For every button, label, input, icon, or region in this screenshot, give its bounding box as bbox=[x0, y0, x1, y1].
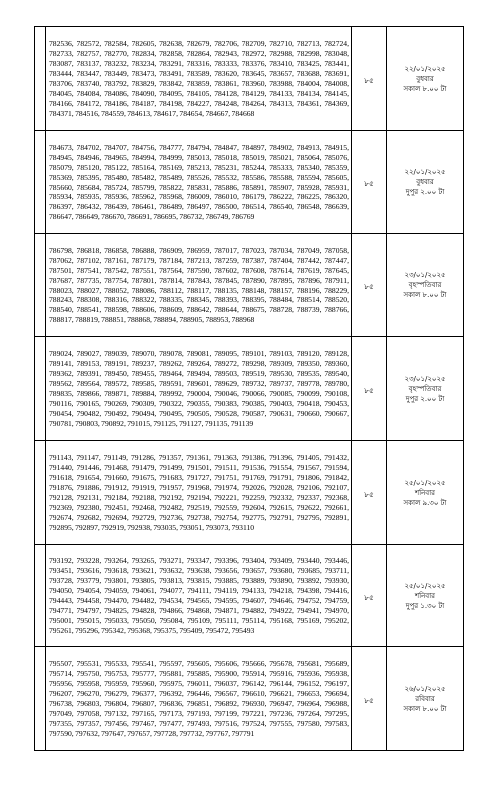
exam-day: রবিবার bbox=[415, 694, 435, 703]
roll-numbers: 795507, 795531, 795533, 795541, 795597, 795605, 795606, 795666, 795678, 795681, 795689, 795714, 795750, 795753, 795777, 795881, 795885, 795900, 795914, 795916, 795936, 795938, 795956, 795958, 795959, 795960, 795975, 796011, 796037, 796142, 796144, 796152, 796197, 796207, 796270, 796279, 796377, 796392, 796446, 796567, 796610, 796621, 796653, 796694, 796738, 796803, 796804, 796807, 796836, 796851, 796892, 796930, 796947, 796964, 796988, 797049, 797058, 797132, 797165, 797173, 797193, 797199, 797221, 797236, 797264, 797295, 797355, 797357, 797456, 797467, 797477, 797493, 797516, 797524, 797555, 797580, 797583, 797590, 797632, 797647, 797657, 797728, 797732, 797767, 797791 bbox=[49, 659, 349, 738]
left-cell bbox=[35, 234, 46, 337]
exam-day: শনিবার bbox=[414, 488, 436, 497]
count-cell bbox=[352, 337, 387, 441]
session-cell bbox=[387, 647, 464, 751]
exam-day: শনিবার bbox=[414, 591, 436, 600]
candidate-count: ৮৫ bbox=[364, 695, 374, 705]
schedule-row bbox=[35, 545, 464, 647]
exam-time: দুপুর ২.০০ টা bbox=[405, 394, 445, 403]
exam-day: বৃহস্পতিবার bbox=[408, 384, 442, 393]
roll-numbers: 793192, 793228, 793264, 793265, 793271, 793347, 793396, 793404, 793409, 793440, 793446, 793451, 793616, 793618, 793621, 793632, 793638, 793656, 793657, 793680, 793685, 793711, 793728, 793779, 793801, 793805, 793813, 793815, 793885, 793889, 793890, 793892, 793930, 794050, 794054, 794059, 794061, 794077, 794111, 794119, 794133, 794218, 794398, 794416, 794443, 794458, 794470, 794482, 794534, 794565, 794595, 794607, 794646, 794752, 794759, 794771, 794797, 794825, 794828, 794866, 794868, 794871, 794882, 794922, 794941, 794970, 795001, 795015, 795033, 795050, 795084, 795109, 795111, 795114, 795168, 795169, 795202, 795261, 795296, 795342, 795368, 795375, 795409, 795472, 795493 bbox=[49, 556, 349, 635]
exam-date: ২৬/০১/২০২৫ bbox=[404, 684, 446, 693]
exam-date: ২৩/০১/২০২৫ bbox=[404, 271, 446, 279]
candidate-count: ৮৫ bbox=[364, 489, 374, 499]
exam-time: সকাল ৯.৩০ টা bbox=[403, 498, 447, 507]
exam-time: দুপুর ১.৩০ টা bbox=[405, 601, 445, 610]
exam-time: সকাল ৮.০০ টা bbox=[403, 84, 447, 93]
schedule-row bbox=[35, 131, 464, 234]
roll-numbers-cell bbox=[46, 27, 352, 131]
roll-numbers: 791143, 791147, 791149, 791286, 791357, 791361, 791363, 791386, 791396, 791405, 791432, 791440, 791446, 791468, 791479, 791499, 791501, 791511, 791536, 791554, 791567, 791594, 791618, 791654, 791660, 791675, 791683, 791727, 791751, 791769, 791791, 791806, 791842, 791876, 791886, 791912, 791919, 791957, 791968, 791974, 792026, 792028, 792106, 792107, 792128, 792131, 792184, 792188, 792192, 792194, 792221, 792259, 792332, 792337, 792368, 792369, 792380, 792451, 792468, 792482, 792519, 792559, 792604, 792615, 792622, 792661, 792674, 792682, 792694, 792729, 792736, 792738, 792754, 792775, 792791, 792795, 792891, 792895, 792897, 792919, 792938, 793035, 793051, 793073, 793110 bbox=[49, 453, 349, 532]
candidate-count: ৮৫ bbox=[364, 592, 374, 602]
left-cell bbox=[35, 27, 46, 131]
roll-numbers: 789024, 789027, 789039, 789070, 789078, 789081, 789095, 789101, 789103, 789120, 789128, 789141, 789153, 789191, 789237, 789262, 789264, 789272, 789298, 789309, 789350, 789360, 789362, 789391, 789450, 789455, 789464, 789494, 789503, 789519, 789530, 789535, 789540, 789562, 789564, 789572, 789585, 789591, 789601, 789629, 789732, 789737, 789778, 789780, 789835, 789866, 789871, 789884, 789992, 790004, 790046, 790066, 790085, 790099, 790108, 790116, 790165, 790269, 790309, 790322, 790355, 790383, 790385, 790403, 790418, 790453, 790454, 790482, 790492, 790494, 790495, 790505, 790528, 790587, 790631, 790660, 790667, 790781, 790803, 790892, 791015, 791125, 791127, 791135, 791139 bbox=[49, 349, 349, 428]
exam-day: বৃহস্পতিবার bbox=[408, 281, 442, 289]
count-cell bbox=[352, 131, 387, 234]
exam-date: ২৫/০১/২০২৫ bbox=[404, 581, 446, 590]
roll-numbers-cell bbox=[46, 234, 352, 337]
session-cell bbox=[387, 27, 464, 131]
roll-numbers-cell bbox=[46, 337, 352, 441]
left-cell bbox=[35, 647, 46, 751]
schedule-row bbox=[35, 647, 464, 751]
session-cell bbox=[387, 234, 464, 337]
exam-date: ২২/০১/২০২৫ bbox=[404, 168, 446, 176]
schedule-row bbox=[35, 27, 464, 131]
roll-numbers-cell bbox=[46, 647, 352, 751]
session-cell bbox=[387, 441, 464, 545]
roll-numbers: 784673, 784702, 784707, 784756, 784777, 784794, 784847, 784897, 784902, 784913, 784915, 784945, 784946, 784965, 784994, 784999, 785013, 785018, 785019, 785021, 785064, 785076, 785079, 785120, 785122, 785164, 785169, 785213, 785231, 785244, 785333, 785340, 785359, 785369, 785395, 785480, 785482, 785489, 785526, 785532, 785586, 785588, 785594, 785605, 785660, 785684, 785724, 785799, 785822, 785831, 785886, 785891, 785907, 785928, 785931, 785934, 785935, 785936, 785962, 785968, 786009, 786010, 786179, 786222, 786225, 786320, 786397, 786432, 786439, 786461, 786489, 786497, 786500, 786514, 786540, 786548, 786639, 786647, 786649, 786670, 786691, 786695, 786732, 786749, 786769 bbox=[49, 142, 349, 222]
session-cell bbox=[387, 337, 464, 441]
count-cell bbox=[352, 441, 387, 545]
session-cell bbox=[387, 545, 464, 647]
exam-date: ২৩/০১/২০২৫ bbox=[404, 374, 446, 383]
exam-time: সকাল ৮.০০ টা bbox=[403, 704, 447, 713]
left-cell bbox=[35, 545, 46, 647]
exam-date: ২২/০১/২০২৫ bbox=[404, 64, 446, 73]
schedule-body bbox=[35, 27, 464, 751]
roll-numbers-cell bbox=[46, 545, 352, 647]
roll-numbers-cell bbox=[46, 441, 352, 545]
session-cell bbox=[387, 131, 464, 234]
exam-schedule-table bbox=[34, 26, 464, 751]
roll-numbers: 782536, 782572, 782584, 782605, 782638, 782679, 782706, 782709, 782710, 782713, 782724, 782733, 782757, 782770, 782834, 782858, 782864, 782943, 782972, 782988, 782998, 783048, 783087, 783137, 783232, 783234, 783291, 783316, 783333, 783376, 783410, 783425, 783441, 783444, 783447, 783449, 783473, 783491, 783589, 783620, 783645, 783657, 783688, 783691, 783706, 783740, 783792, 783829, 783842, 783859, 783861, 783960, 783988, 784004, 784008, 784045, 784084, 784086, 784090, 784095, 784105, 784128, 784129, 784133, 784134, 784145, 784166, 784172, 784186, 784187, 784198, 784227, 784248, 784264, 784313, 784361, 784369, 784371, 784516, 784559, 784613, 784617, 784654, 784667, 784668 bbox=[49, 39, 349, 118]
roll-numbers: 786798, 786818, 786858, 786888, 786909, 786959, 787017, 787023, 787034, 787049, 787058, 787062, 787102, 787161, 787179, 787184, 787213, 787259, 787387, 787404, 787442, 787447, 787501, 787541, 787542, 787551, 787564, 787590, 787602, 787608, 787614, 787619, 787645, 787687, 787735, 787754, 787801, 787814, 787843, 787845, 787890, 787895, 787896, 787911, 788023, 788027, 788052, 788086, 788112, 788117, 788135, 788148, 788157, 788196, 788229, 788243, 788308, 788316, 788322, 788335, 788345, 788393, 788395, 788484, 788514, 788520, 788540, 788541, 788598, 788606, 788609, 788642, 788644, 788675, 788728, 788739, 788766, 788817, 788819, 788851, 788868, 788894, 788905, 788953, 788968 bbox=[49, 245, 349, 325]
count-cell bbox=[352, 27, 387, 131]
exam-date: ২৫/০১/২০২৫ bbox=[404, 478, 446, 487]
candidate-count: ৮৫ bbox=[364, 282, 374, 291]
schedule-row bbox=[35, 234, 464, 337]
schedule-row bbox=[35, 441, 464, 545]
schedule-row bbox=[35, 337, 464, 441]
candidate-count: ৮৫ bbox=[364, 385, 374, 395]
candidate-count: ৮৫ bbox=[364, 75, 374, 85]
candidate-count: ৮৫ bbox=[364, 179, 374, 188]
left-cell bbox=[35, 131, 46, 234]
exam-day: বুধবার bbox=[416, 74, 434, 83]
count-cell bbox=[352, 234, 387, 337]
exam-time: দুপুর ২.০০ টা bbox=[405, 188, 445, 196]
roll-numbers-cell bbox=[46, 131, 352, 234]
exam-day: বুধবার bbox=[416, 178, 434, 186]
count-cell bbox=[352, 647, 387, 751]
count-cell bbox=[352, 545, 387, 647]
left-cell bbox=[35, 337, 46, 441]
exam-time: সকাল ৮.০০ টা bbox=[403, 291, 447, 299]
left-cell bbox=[35, 441, 46, 545]
